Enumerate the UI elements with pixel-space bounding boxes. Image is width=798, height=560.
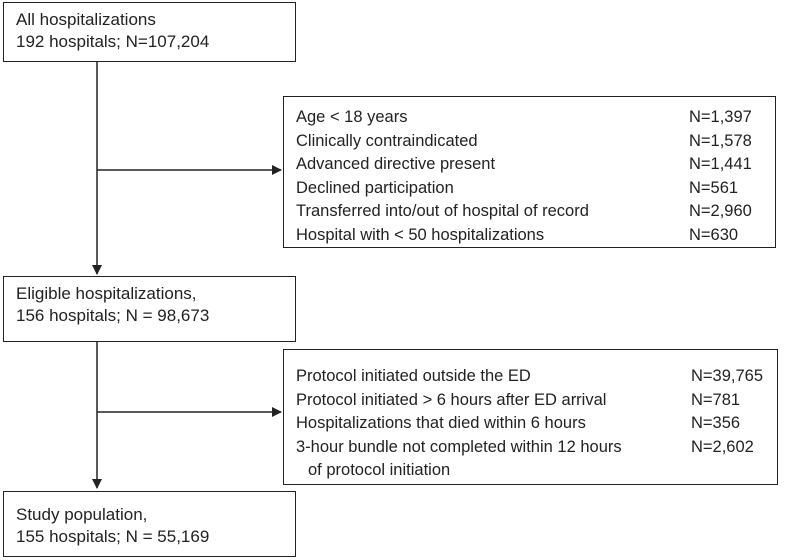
- exclusion-count: N=356: [691, 414, 741, 432]
- exclusion-row: [296, 224, 775, 248]
- eligible-hospitalizations-title: Eligible hospitalizations,: [16, 284, 197, 303]
- box-all-hospitalizations: [3, 2, 296, 62]
- exclusion-label: Advanced directive present: [296, 155, 496, 173]
- box-exclusions-1: [283, 96, 776, 248]
- exclusion-row: [296, 412, 777, 436]
- exclusion-row: [296, 130, 775, 154]
- study-population-title: Study population,: [16, 505, 148, 524]
- exclusion-count: N=39,765: [691, 367, 764, 385]
- exclusion-label: Protocol initiated outside the ED: [296, 367, 531, 385]
- exclusions-2-list: [296, 365, 777, 483]
- study-population-count: 155 hospitals; N = 55,169: [16, 527, 210, 546]
- exclusion-row: [296, 106, 775, 130]
- exclusion-count: N=1,441: [689, 155, 752, 173]
- exclusion-count: N=781: [691, 390, 741, 409]
- exclusion-count: N=2,602: [691, 437, 754, 456]
- box-study-population: [3, 491, 296, 557]
- exclusion-row: [296, 200, 775, 224]
- exclusion-label: Age < 18 years: [296, 108, 408, 126]
- eligible-hospitalizations-count: 156 hospitals; N = 98,673: [16, 306, 210, 325]
- exclusion-count: N=561: [689, 178, 739, 197]
- all-hospitalizations-title: All hospitalizations: [16, 10, 156, 29]
- exclusion-row: [296, 389, 777, 413]
- exclusion-row: [296, 153, 775, 177]
- exclusion-row: [296, 365, 777, 389]
- exclusion-label: Clinically contraindicated: [296, 131, 478, 150]
- exclusion-label: Declined participation: [296, 178, 454, 197]
- exclusion-count: N=1,397: [689, 108, 752, 126]
- exclusion-count: N=630: [689, 225, 739, 244]
- exclusion-row: [296, 459, 777, 483]
- box-eligible-hospitalizations: [3, 276, 296, 342]
- exclusion-row: [296, 177, 775, 201]
- exclusions-1-list: [296, 106, 775, 247]
- exclusion-label: of protocol initiation: [308, 461, 451, 479]
- exclusion-count: N=2,960: [689, 202, 752, 220]
- exclusion-label: Hospitalizations that died within 6 hours: [296, 414, 586, 432]
- exclusion-label: 3-hour bundle not completed within 12 hours: [296, 437, 622, 456]
- exclusion-count: N=1,578: [689, 131, 752, 150]
- exclusion-label: Transferred into/out of hospital of record: [296, 202, 589, 220]
- exclusion-label: Hospital with < 50 hospitalizations: [296, 225, 545, 244]
- all-hospitalizations-count: 192 hospitals; N=107,204: [16, 32, 210, 51]
- exclusion-row: [296, 436, 777, 460]
- exclusion-label: Protocol initiated > 6 hours after ED arrival: [296, 390, 607, 409]
- box-exclusions-2: [283, 349, 778, 485]
